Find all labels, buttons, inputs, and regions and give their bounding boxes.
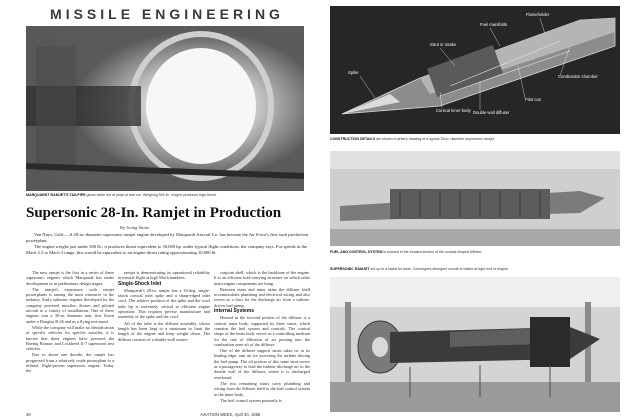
label-fuel-manifolds: Fuel manifolds [480,22,508,27]
page-number: 48 [26,412,31,417]
cutaway-drawing [330,6,620,134]
subhead-internal-systems: Internal Systems [214,308,255,315]
article-column-3 [214,270,310,410]
body-paragraph: The two remaining struts carry plumbing and wiring from the diffuser shell to the fuel control system in the inner body. [214,380,310,397]
label-pilot-can: Pilot can [525,97,542,102]
article-headline: Supersonic 28-In. Ramjet in Production [26,205,282,221]
article-column-2 [118,270,210,410]
tailpipe-caption [26,193,308,198]
label-spike: Spike [348,70,359,75]
lede-paragraph: Van Nuys, Calif.—A 28-in.-diameter supersonic ramjet engine developed by Marquardt Aircraft Co. has become the Air Force's first such production powerplant. [26,232,309,243]
cutaway-drawing-image [330,6,620,134]
label-strut-or-intake: Strut or intake [430,42,457,47]
fuel-control-caption [330,250,622,255]
body-paragraph: Aft of the inlet is the diffuser assembly, whose length has been kept to a minimum to limit the length of the engine and keep weight down. The diffuser consists of a double-wall assem- [118,320,210,342]
fuel-control-caption-text: is housed in the forward section of the conical shaped diffuser. [383,250,483,254]
stand-caption-text: set up in a stand for tests. Convergent-divergent nozzle is visible at right end of engine. [370,267,509,271]
tailpipe-caption-lead: MARQUARDT RAMJET'S TAILPIPE [26,193,86,197]
body-paragraph: conjoint shell, which is the backbone of the engine. It is an efficient load-carrying structure on which other main engine components are hung. [214,270,310,286]
body-paragraph: Due to about one decade, the ramjet has progressed from a relatively crude powerplant to a refined, flight-proven supersonic engine. Today the [26,352,114,374]
label-conical-inner-body: Conical inner body [436,108,471,113]
publication-line: AVIATION WEEK, April 30, 1956 [200,412,261,417]
lede-paragraph: The engine weighs just under 500 lb.; it produces thrust equivalent to 50,000 hp. under typical flight conditions, the company says. For speeds in the Mach 2.5 to Mach 3 range, this would be equivalent to an engine thrust rating approximating 10,000 lb. [26,244,308,255]
body-paragraph: Between outer and inner skins the diffuser shell accommodates plumbing and electrical wiring and also serves as a duct for the discharge air from a turbine-driven fuel pump. [214,286,310,308]
tailpipe-caption-text: glows white hot at peak of test run. Weighing 500 lb., engine produces high thrust. [86,193,217,197]
body-paragraph: One of the diffuser support struts takes in, at its leading edge, ram air for powering the turbine driving the fuel pump. The aft portion of this same strut serves as a passageway to lead the turbine discharge air to the double wall of the diffuser, where it is discharged overboard. [214,348,310,380]
body-paragraph: The fuel control system primarily is [220,397,282,403]
fuel-control-photo-image [330,151,620,246]
body-paragraph: Marquardt's 28-in. ramjet has a 16-deg. single-shock conical inlet spike and a sharp-edged inlet cowl. The relative position of the spike and the cowl inlet lip is extremely critical to efficient engine operation. This requires precise manufacture and assembly of the spike and the cowl. [118,287,210,320]
label-flameholder: Flameholder [526,12,550,17]
tailpipe-photo-image [26,26,304,191]
article-lede [26,232,311,256]
body-paragraph: Housed in the forward portion of the diffuser is a conical inner body, supported by three struts, which contains the fuel system and controls. The conical shape of the inner body serves as a controlling medium for the rate of diffusion of air passing into the combustion zone aft of the diffuser. [214,315,310,347]
test-stand-photo [330,277,620,412]
label-double-wall-diffuser: Double wall diffuser [473,110,510,115]
stand-caption-lead: SUPERSONIC RAMJET [330,267,370,271]
fuel-control-photo [330,151,620,246]
body-paragraph: The new ramjet is the first in a series of these supersonic engines which Marquardt has under development or in preliminary design stages. [26,270,114,286]
cutaway-caption-text: are shown in artist's drawing of a typical 28-in. diameter supersonic ramjet. [376,137,495,141]
tailpipe-photo [26,26,304,191]
section-title: MISSILE ENGINEERING [50,6,284,22]
body-paragraph: The ramjet's experience with ramjet powerplants is among the most extensive in the industry. Early subsonic engines developed by the company powered missiles, drones and piloted aircraft in a variety of installations. One of these engines was a 30-in. diameter unit, first flown under a Douglas B-26 and as a flying test-stand. [26,286,114,324]
label-combustion-chamber: Combustion chamber [558,74,598,79]
stand-caption [330,267,622,272]
body-paragraph: ramjet is demonstrating its operational reliability in missile flight at high Mach numbers. [118,270,210,281]
article-column-1 [26,270,114,410]
body-paragraph: While the company will make no identification of specific vehicles for specific missiles, it is known that these engines have powered the Boeing Bomarc and Lockheed X-7 supersonic test vehicles. [26,324,114,352]
cutaway-caption-lead: CONSTRUCTION DETAILS [330,137,376,141]
fuel-control-caption-lead: FUEL AND CONTROL SYSTEM [330,250,383,254]
cutaway-caption [330,137,622,142]
test-stand-photo-image [330,277,620,412]
article-byline: By Irving Stone [120,225,149,230]
subhead-single-shock-inlet: Single-Shock Inlet [118,280,162,287]
